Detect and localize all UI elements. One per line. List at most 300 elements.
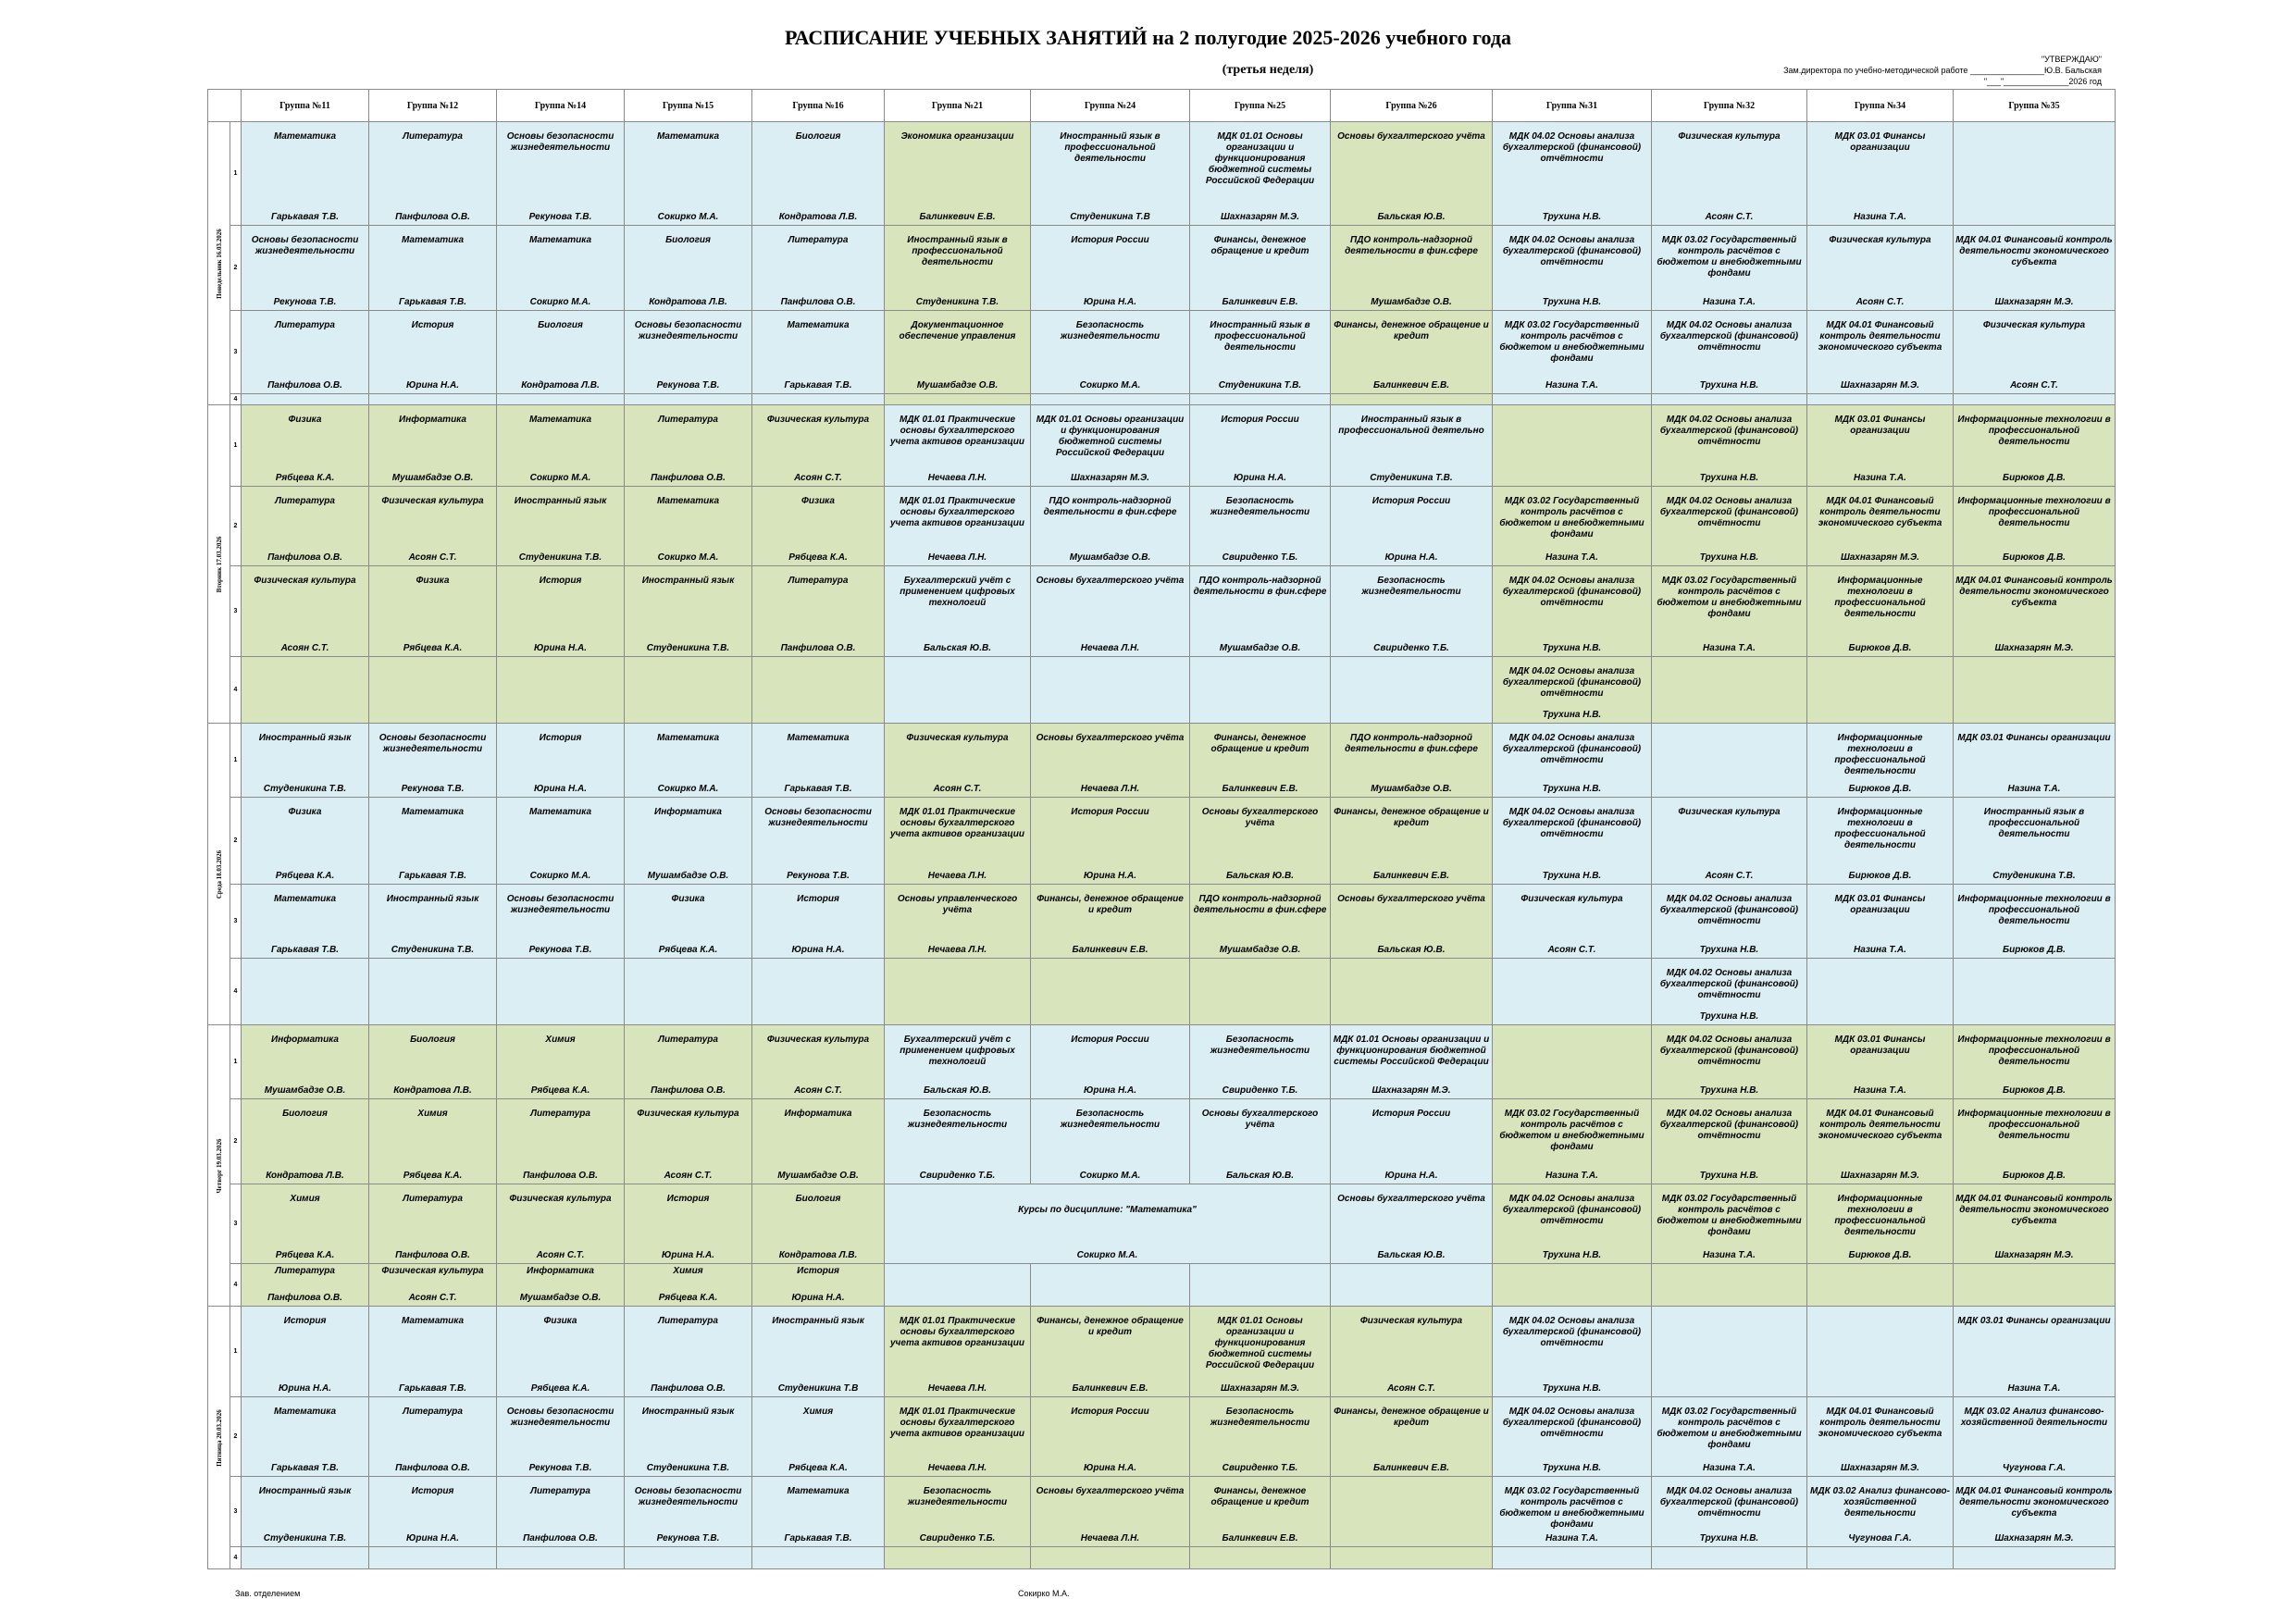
teacher-name: Панфилова О.В. — [651, 1383, 726, 1394]
subject-name: Финансы, денежное обращение и кредит — [1334, 320, 1489, 341]
teacher-name: Нечаева Л.Н. — [927, 871, 987, 881]
teacher-name: Назина Т.А. — [1703, 1250, 1756, 1260]
teacher-name: Назина Т.А. — [1545, 380, 1598, 391]
lesson-cell — [1954, 798, 2116, 885]
teacher-name: Сокирко М.А. — [1079, 380, 1141, 391]
lesson-cell — [1031, 1307, 1190, 1397]
lesson-cell — [1031, 798, 1190, 885]
subject-name: Иностранный язык — [772, 1316, 864, 1326]
teacher-name: Бирюков Д.В. — [2003, 1085, 2066, 1096]
day-label: Четверг 19.03.2026 — [215, 1138, 223, 1193]
subject-name: МДК 04.02 Основы анализа бухгалтерской (финансовой) отчётности — [1659, 1109, 1799, 1141]
teacher-name: Шахназарян М.Э. — [1994, 1250, 2074, 1260]
subject-name: История — [411, 320, 454, 330]
lesson-cell — [1954, 1397, 2116, 1477]
lesson-cell — [1190, 311, 1331, 394]
teacher-name: Шахназарян М.Э. — [1840, 1463, 1920, 1473]
subject-name: Экономика организации — [900, 131, 1014, 142]
subject-name: МДК 04.02 Основы анализа бухгалтерской (финансовой) отчётности — [1659, 894, 1799, 926]
lesson-cell — [1493, 566, 1652, 657]
lesson-row — [208, 798, 2116, 885]
teacher-name: Бирюков Д.В. — [2003, 945, 2066, 955]
lesson-cell — [1807, 1477, 1954, 1547]
subject-name: История России — [1371, 1109, 1451, 1119]
lesson-cell — [1031, 1025, 1190, 1099]
lesson-cell — [885, 1547, 1031, 1569]
subject-name: Математика — [787, 1486, 850, 1496]
lesson-cell — [885, 1397, 1031, 1477]
lesson-cell — [625, 1264, 752, 1307]
subject-name: Литература — [530, 1486, 590, 1496]
lesson-cell — [1493, 1184, 1652, 1264]
teacher-name: Асоян С.Т. — [408, 1293, 457, 1303]
teacher-name: Шахназарян М.Э. — [1840, 380, 1920, 391]
teacher-name: Шахназарян М.Э. — [1070, 473, 1150, 483]
group-header: Группа №12 — [369, 90, 497, 122]
lesson-cell — [242, 724, 369, 798]
subject-name: МДК 03.01 Финансы организации — [1834, 894, 1926, 915]
subject-name: Иностранный язык — [386, 894, 479, 904]
group-header: Группа №24 — [1031, 90, 1190, 122]
lesson-cell — [885, 1264, 1031, 1307]
subject-name: Физика — [288, 415, 322, 425]
lesson-cell — [1807, 566, 1954, 657]
lesson-cell — [1190, 885, 1331, 959]
lesson-cell — [625, 798, 752, 885]
lesson-cell — [1652, 1025, 1807, 1099]
lesson-cell — [1954, 1025, 2116, 1099]
subject-name: Финансы, денежное обращение и кредит — [1210, 1486, 1309, 1507]
teacher-name: Рекунова Т.В. — [401, 784, 465, 794]
teacher-name: Панфилова О.В. — [523, 1533, 598, 1543]
lesson-cell — [625, 724, 752, 798]
teacher-name: Трухина Н.В. — [1542, 710, 1602, 720]
lesson-cell — [1031, 885, 1190, 959]
lesson-cell — [1331, 487, 1493, 566]
lesson-cell — [1807, 394, 1954, 405]
teacher-name: Нечаева Л.Н. — [1080, 784, 1140, 794]
teacher-name: Асоян С.Т. — [664, 1171, 713, 1181]
group-header: Группа №25 — [1190, 90, 1331, 122]
lesson-cell — [242, 1307, 369, 1397]
teacher-name: Юрина Н.А. — [533, 643, 588, 653]
lesson-cell — [1954, 959, 2116, 1025]
teacher-name: Балинкевич Е.В. — [919, 212, 996, 222]
lesson-cell — [369, 1025, 497, 1099]
lesson-cell — [1807, 405, 1954, 487]
subject-name: Литература — [403, 131, 463, 142]
subject-name: Основы безопасности жизнедеятельности — [251, 235, 359, 256]
teacher-name: Рекунова Т.В. — [528, 1463, 592, 1473]
subject-name: Информационные технологии в профессиональной деятельности — [1957, 1035, 2111, 1067]
lesson-cell — [1652, 724, 1807, 798]
teacher-name: Панфилова О.В. — [523, 1171, 598, 1181]
subject-name: Физическая культура — [766, 1035, 870, 1045]
lesson-cell — [1807, 1264, 1954, 1307]
lesson-cell — [752, 1184, 885, 1264]
lesson-number: 2 — [230, 1099, 242, 1184]
lesson-cell — [369, 1477, 497, 1547]
subject-name: МДК 01.01 Практические основы бухгалтерского учета активов организации — [889, 1316, 1024, 1348]
lesson-cell — [1954, 226, 2116, 311]
teacher-name: Рекунова Т.В. — [528, 212, 592, 222]
lesson-number: 2 — [230, 487, 242, 566]
teacher-name: Назина Т.А. — [1545, 1171, 1598, 1181]
lesson-cell — [1652, 959, 1807, 1025]
lesson-cell — [1331, 394, 1493, 405]
teacher-name: Трухина Н.В. — [1542, 1383, 1602, 1394]
teacher-name: Балинкевич Е.В. — [1373, 1463, 1449, 1473]
lesson-row — [208, 959, 2116, 1025]
subject-name: Биология — [665, 235, 711, 245]
subject-name: Основы бухгалтерского учёта — [1036, 576, 1185, 586]
subject-name: Литература — [530, 1109, 590, 1119]
lesson-cell — [497, 1547, 625, 1569]
teacher-name: Рекунова Т.В. — [273, 297, 337, 307]
subject-name: Математика — [656, 131, 720, 142]
teacher-name: Юрина Н.А. — [405, 380, 460, 391]
lesson-cell — [885, 394, 1031, 405]
subject-name: ПДО контроль-надзорной деятельности в фин.сфере — [1193, 894, 1327, 915]
group-header: Группа №15 — [625, 90, 752, 122]
teacher-name: Рябцева К.А. — [788, 1463, 848, 1473]
lesson-cell — [369, 1397, 497, 1477]
lesson-number: 4 — [230, 657, 242, 724]
lesson-number: 2 — [230, 226, 242, 311]
subject-name: Бухгалтерский учёт с применением цифровых технологий — [900, 1035, 1015, 1067]
lesson-cell — [1807, 798, 1954, 885]
lesson-cell — [1493, 798, 1652, 885]
subject-name: Финансы, денежное обращение и кредит — [1036, 1316, 1184, 1337]
lesson-cell — [885, 1307, 1031, 1397]
lesson-cell — [497, 1397, 625, 1477]
lesson-cell — [1954, 1477, 2116, 1547]
subject-name: История — [797, 1266, 839, 1276]
subject-name: МДК 03.02 Государственный контроль расчётов с бюджетом и внебюджетными фондами — [1499, 1486, 1644, 1530]
teacher-name: Сокирко М.А. — [657, 212, 719, 222]
lesson-cell — [1954, 1099, 2116, 1184]
lesson-cell — [242, 1099, 369, 1184]
lesson-cell — [752, 1397, 885, 1477]
teacher-name: Асоян С.Т. — [794, 1085, 842, 1096]
approval-date: "___"______________2026 год — [1983, 77, 2102, 86]
teacher-name: Бирюков Д.В. — [2003, 1171, 2066, 1181]
lesson-cell — [1954, 1307, 2116, 1397]
lesson-cell — [1031, 1477, 1190, 1547]
teacher-name: Панфилова О.В. — [651, 473, 726, 483]
lesson-number: 3 — [230, 311, 242, 394]
footer-head-name: Сокирко М.А. — [1018, 1589, 1070, 1598]
subject-name: Иностранный язык в профессиональной деятельно — [1338, 415, 1484, 436]
lesson-cell — [885, 226, 1031, 311]
teacher-name: Нечаева Л.Н. — [927, 1383, 987, 1394]
subject-name: История — [411, 1486, 454, 1496]
lesson-number: 1 — [230, 1307, 242, 1397]
teacher-name: Сокирко М.А. — [529, 871, 591, 881]
subject-name: МДК 03.02 Анализ финансово-хозяйственной деятельности — [1810, 1486, 1950, 1519]
teacher-name: Асоян С.Т. — [408, 552, 457, 563]
subject-name: Физическая культура — [637, 1109, 739, 1119]
subject-name: Информатика — [784, 1109, 852, 1119]
lesson-cell — [242, 657, 369, 724]
subject-name: МДК 04.02 Основы анализа бухгалтерской (финансовой) отчётности — [1659, 320, 1799, 353]
lesson-cell — [1807, 1547, 1954, 1569]
teacher-name: Рябцева К.А. — [530, 1383, 590, 1394]
lesson-cell — [369, 724, 497, 798]
subject-name: МДК 03.02 Государственный контроль расчётов с бюджетом и внебюджетными фондами — [1499, 496, 1644, 539]
lesson-cell — [1190, 1264, 1331, 1307]
subject-name: Биология — [282, 1109, 328, 1119]
lesson-row — [208, 1547, 2116, 1569]
subject-name: МДК 04.02 Основы анализа бухгалтерской (финансовой) отчётности — [1659, 1035, 1799, 1067]
subject-name: ПДО контроль-надзорной деятельности в фин.сфере — [1345, 733, 1478, 754]
lesson-cell — [369, 798, 497, 885]
group-header: Группа №31 — [1493, 90, 1652, 122]
lesson-cell — [752, 226, 885, 311]
lesson-cell — [1331, 1397, 1493, 1477]
lesson-cell — [1331, 1477, 1493, 1547]
teacher-name: Нечаева Л.Н. — [1080, 643, 1140, 653]
lesson-number: 3 — [230, 885, 242, 959]
lesson-cell — [885, 487, 1031, 566]
teacher-name: Свириденко Т.Б. — [919, 1533, 996, 1543]
lesson-cell — [885, 657, 1031, 724]
lesson-cell — [752, 885, 885, 959]
lesson-cell — [369, 1099, 497, 1184]
subject-name: Безопасность жизнедеятельности — [1210, 496, 1310, 517]
subject-name: Математика — [273, 131, 337, 142]
subject-name: МДК 03.01 Финансы организации — [1834, 131, 1926, 153]
subject-name: История России — [1371, 496, 1451, 506]
day-label-cell — [208, 122, 230, 405]
lesson-cell — [1331, 959, 1493, 1025]
teacher-name: Трухина Н.В. — [1699, 945, 1759, 955]
subject-name: Физическая культура — [906, 733, 1009, 743]
teacher-name: Трухина Н.В. — [1542, 1463, 1602, 1473]
lesson-cell — [1954, 724, 2116, 798]
lesson-row — [208, 122, 2116, 226]
teacher-name: Мушамбадзе О.В. — [264, 1085, 346, 1096]
subject-name: МДК 04.01 Финансовый контроль деятельности экономического субъекта — [1955, 576, 2113, 608]
lesson-cell — [1190, 724, 1331, 798]
subject-name: МДК 04.02 Основы анализа бухгалтерской (финансовой) отчётности — [1502, 733, 1642, 765]
lesson-cell — [497, 1264, 625, 1307]
subject-name: МДК 01.01 Практические основы бухгалтерского учета активов организации — [889, 807, 1024, 839]
subject-name: Бухгалтерский учёт с применением цифровых технологий — [900, 576, 1015, 608]
lesson-row — [208, 226, 2116, 311]
lesson-cell — [242, 405, 369, 487]
lesson-cell — [369, 226, 497, 311]
lesson-cell — [1807, 1397, 1954, 1477]
lesson-cell — [1190, 657, 1331, 724]
subject-name: История — [283, 1316, 327, 1326]
subject-name: Безопасность жизнедеятельности — [1361, 576, 1461, 597]
lesson-cell — [885, 1025, 1031, 1099]
teacher-name: Нечаева Л.Н. — [927, 473, 987, 483]
lesson-cell — [625, 1184, 752, 1264]
lesson-cell — [497, 798, 625, 885]
teacher-name: Бирюков Д.В. — [1848, 871, 1912, 881]
teacher-name: Свириденко Т.Б. — [1222, 1463, 1298, 1473]
lesson-cell — [242, 1184, 369, 1264]
day-label-cell — [208, 1307, 230, 1569]
lesson-cell — [1493, 885, 1652, 959]
lesson-cell — [1031, 1099, 1190, 1184]
lesson-cell — [625, 394, 752, 405]
teacher-name: Трухина Н.В. — [1699, 552, 1759, 563]
teacher-name: Рябцева К.А. — [275, 473, 335, 483]
lesson-cell — [1493, 1025, 1652, 1099]
lesson-cell — [369, 394, 497, 405]
lesson-number: 1 — [230, 122, 242, 226]
lesson-cell — [885, 1184, 1331, 1264]
teacher-name: Гарькавая Т.В. — [784, 1533, 852, 1543]
teacher-name: Рябцева К.А. — [275, 1250, 335, 1260]
subject-name: МДК 04.01 Финансовый контроль деятельности экономического субъекта — [1955, 1486, 2113, 1519]
subject-name: Основы безопасности жизнедеятельности — [764, 807, 872, 828]
lesson-cell — [1190, 1099, 1331, 1184]
subject-name: Физика — [416, 576, 450, 586]
lesson-cell — [1331, 1025, 1493, 1099]
subject-name: Документационное обеспечение управления — [899, 320, 1016, 341]
subject-name: Информационные технологии в профессиональной деятельности — [1834, 807, 1926, 850]
lesson-cell — [625, 405, 752, 487]
subject-name: ПДО контроль-надзорной деятельности в фин.сфере — [1043, 496, 1177, 517]
lesson-cell — [1652, 487, 1807, 566]
subject-name: МДК 04.02 Основы анализа бухгалтерской (финансовой) отчётности — [1659, 1486, 1799, 1519]
teacher-name: Панфилова О.В. — [780, 643, 856, 653]
subject-name: Литература — [275, 320, 335, 330]
lesson-cell — [1493, 1397, 1652, 1477]
subject-name: Финансы, денежное обращение и кредит — [1210, 235, 1309, 256]
lesson-cell — [1331, 724, 1493, 798]
teacher-name: Назина Т.А. — [1854, 1085, 1906, 1096]
subject-name: МДК 04.01 Финансовый контроль деятельности экономического субъекта — [1955, 235, 2113, 267]
lesson-cell — [242, 1264, 369, 1307]
teacher-name: Студеникина Т.В. — [1370, 473, 1453, 483]
subject-name: Литература — [403, 1407, 463, 1417]
lesson-cell — [752, 1264, 885, 1307]
subject-name: Физическая культура — [1678, 131, 1781, 142]
subject-name: Основы безопасности жизнедеятельности — [506, 131, 614, 153]
teacher-name: Чугунова Г.А. — [2002, 1463, 2066, 1473]
lesson-row — [208, 1264, 2116, 1307]
lesson-cell — [497, 122, 625, 226]
teacher-name: Асоян С.Т. — [1387, 1383, 1435, 1394]
lesson-cell — [1954, 1264, 2116, 1307]
subject-name: Основы бухгалтерского учёта — [1337, 131, 1485, 142]
teacher-name: Нечаева Л.Н. — [927, 552, 987, 563]
lesson-number: 4 — [230, 1264, 242, 1307]
lesson-cell — [1331, 1547, 1493, 1569]
teacher-name: Рекунова Т.В. — [528, 945, 592, 955]
lesson-cell — [1493, 657, 1652, 724]
lesson-cell — [1807, 1184, 1954, 1264]
lesson-cell — [1807, 311, 1954, 394]
lesson-cell — [1652, 1547, 1807, 1569]
subject-name: История России — [1071, 807, 1149, 817]
subject-name: Литература — [275, 496, 335, 506]
teacher-name: Студеникина Т.В. — [263, 784, 347, 794]
teacher-name: Чугунова Г.А. — [1848, 1533, 1912, 1543]
subject-name: Основы бухгалтерского учёта — [1036, 733, 1185, 743]
course-subject: Курсы по дисциплине: "Математика" — [1018, 1205, 1197, 1215]
subject-name: Информационные технологии в профессиональной деятельности — [1834, 576, 1926, 619]
lesson-row — [208, 1397, 2116, 1477]
lesson-cell — [752, 1477, 885, 1547]
lesson-row — [208, 1477, 2116, 1547]
teacher-name: Свириденко Т.Б. — [1373, 643, 1449, 653]
subject-name: Иностранный язык в профессиональной деятельности — [1060, 131, 1160, 164]
teacher-name: Рекунова Т.В. — [656, 1533, 720, 1543]
teacher-name: Бирюков Д.В. — [1848, 1250, 1912, 1260]
group-header: Группа №21 — [885, 90, 1031, 122]
lesson-cell — [625, 1397, 752, 1477]
teacher-name: Бальская Ю.В. — [923, 1085, 992, 1096]
lesson-cell — [1652, 1397, 1807, 1477]
lesson-cell — [369, 1184, 497, 1264]
teacher-name: Бальская Ю.В. — [923, 643, 992, 653]
teacher-name: Панфилова О.В. — [395, 212, 470, 222]
subject-name: Физическая культура — [1359, 1316, 1463, 1326]
subject-name: МДК 03.02 Государственный контроль расчётов с бюджетом и внебюджетными фондами — [1499, 1109, 1644, 1152]
lesson-number: 1 — [230, 1025, 242, 1099]
lesson-cell — [1031, 657, 1190, 724]
lesson-cell — [752, 122, 885, 226]
teacher-name: Сокирко М.А. — [657, 784, 719, 794]
subject-name: Безопасность жизнедеятельности — [1210, 1035, 1310, 1056]
lesson-cell — [497, 226, 625, 311]
group-header: Группа №32 — [1652, 90, 1807, 122]
lesson-cell — [1031, 405, 1190, 487]
lesson-cell — [885, 1099, 1031, 1184]
teacher-name: Юрина Н.А. — [791, 945, 845, 955]
subject-name: Основы безопасности жизнедеятельности — [634, 320, 742, 341]
lesson-cell — [1190, 1397, 1331, 1477]
subject-name: Иностранный язык в профессиональной деятельности — [907, 235, 1008, 267]
teacher-name: Балинкевич Е.В. — [1222, 297, 1298, 307]
group-header: Группа №35 — [1954, 90, 2116, 122]
teacher-name: Юрина Н.А. — [533, 784, 588, 794]
teacher-name: Назина Т.А. — [1703, 643, 1756, 653]
lesson-cell — [885, 566, 1031, 657]
teacher-name: Асоян С.Т. — [1705, 212, 1754, 222]
subject-name: Физическая культура — [381, 496, 484, 506]
lesson-number: 3 — [230, 1184, 242, 1264]
teacher-name: Студеникина Т.В. — [263, 1533, 347, 1543]
teacher-name: Назина Т.А. — [1545, 1533, 1598, 1543]
lesson-cell — [497, 1477, 625, 1547]
teacher-name: Кондратова Л.В. — [778, 1250, 858, 1260]
lesson-cell — [1190, 1025, 1331, 1099]
subject-name: Финансы, денежное обращение и кредит — [1334, 807, 1489, 828]
subject-name: История России — [1071, 1035, 1149, 1045]
subject-name: МДК 01.01 Практические основы бухгалтерского учета активов организации — [889, 415, 1024, 447]
subject-name: Химия — [802, 1407, 834, 1417]
subject-name: Математика — [401, 235, 465, 245]
subject-name: Информационные технологии в профессиональной деятельности — [1957, 496, 2111, 528]
lesson-cell — [1190, 394, 1331, 405]
lesson-cell — [1493, 1099, 1652, 1184]
subject-name: Физика — [671, 894, 705, 904]
lesson-cell — [885, 122, 1031, 226]
subject-name: МДК 04.02 Основы анализа бухгалтерской (финансовой) отчётности — [1502, 1407, 1642, 1439]
teacher-name: Гарькавая Т.В. — [784, 784, 852, 794]
subject-name: МДК 04.02 Основы анализа бухгалтерской (финансовой) отчётности — [1502, 131, 1642, 164]
lesson-cell — [625, 1099, 752, 1184]
lesson-cell — [1031, 487, 1190, 566]
lesson-row — [208, 724, 2116, 798]
